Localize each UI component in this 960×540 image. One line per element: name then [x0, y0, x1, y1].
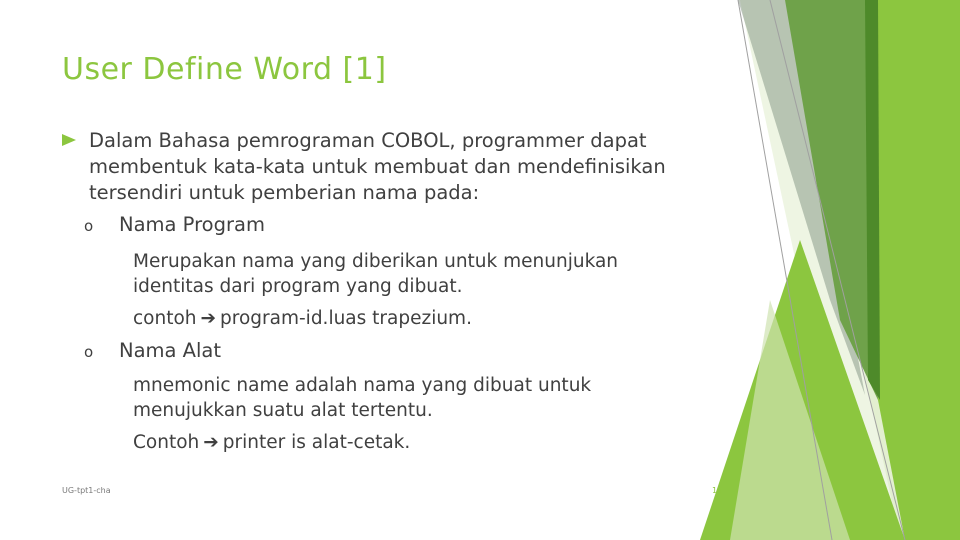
triangle-bullet-icon — [62, 133, 76, 147]
main-bullet — [62, 128, 722, 206]
example-value: printer is alat-cetak. — [222, 432, 411, 453]
example-nama-alat — [133, 430, 410, 455]
circle-bullet-icon: o — [84, 217, 94, 235]
circle-bullet-icon: o — [84, 343, 94, 361]
example-nama-program — [133, 306, 472, 331]
slide-title: User Define Word [1] — [62, 52, 387, 87]
arrow-right-icon: ➔ — [203, 432, 219, 453]
page-number: 15 — [712, 486, 723, 495]
example-value: program-id.luas trapezium. — [220, 308, 472, 329]
example-prefix: contoh — [133, 308, 197, 329]
example-prefix: Contoh — [133, 432, 200, 453]
sub-bullet-nama-program — [84, 213, 265, 236]
description-nama-alat: mnemonic name adalah nama yang dibuat untuk menujukkan suatu alat tertentu. — [133, 375, 592, 421]
description-nama-program: Merupakan nama yang diberikan untuk menunjukan identitas dari program yang dibuat. — [133, 251, 619, 297]
footer-text: UG-tpt1-cha — [62, 486, 111, 495]
sub-bullet-label: Nama Alat — [119, 339, 222, 362]
intro-text: Dalam Bahasa pemrograman COBOL, programmer dapat membentuk kata-kata untuk membuat dan mendefinisikan tersendiri untuk pemberian nama pada: — [89, 129, 666, 204]
sub-bullet-label: Nama Program — [119, 213, 265, 236]
arrow-right-icon: ➔ — [200, 308, 217, 329]
sub-bullet-nama-alat — [84, 339, 221, 362]
